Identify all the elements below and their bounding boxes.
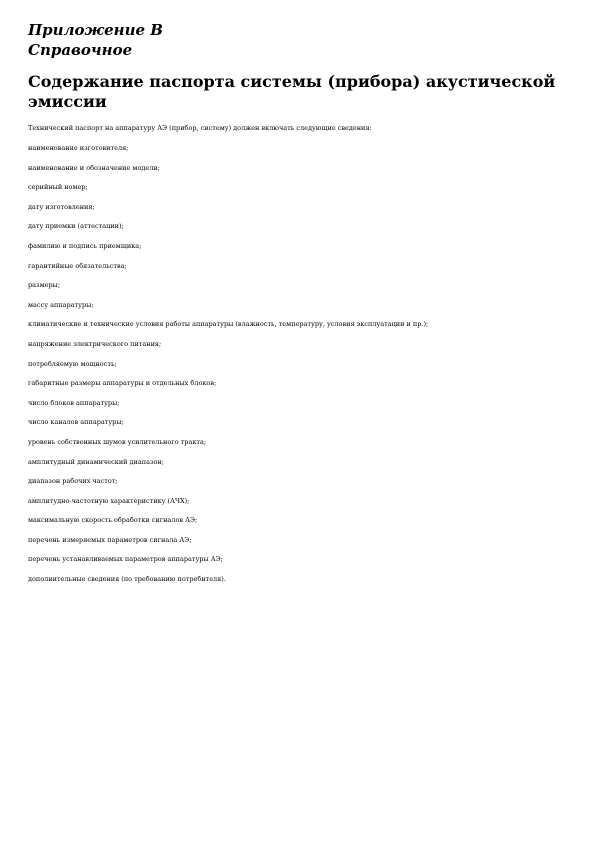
passport-items-list xyxy=(28,144,568,584)
list-item: наименование и обозначение модели; xyxy=(28,163,160,172)
list-item: гарантийные обязательства; xyxy=(28,261,127,270)
list-item: число каналов аппаратуры; xyxy=(28,418,124,427)
list-item: климатические и технические условия работы аппаратуры (влажность, температуру, условия эксплуатации и пр.); xyxy=(28,320,429,329)
document-page xyxy=(28,20,568,595)
list-item: число блоков аппаратуры; xyxy=(28,398,120,407)
list-item: амплитудный динамический диапазон; xyxy=(28,457,164,466)
appendix-label-line2: Справочное xyxy=(28,41,133,59)
list-item: габаритные размеры аппаратуры и отдельных блоков; xyxy=(28,379,217,388)
list-item: размеры; xyxy=(28,281,61,290)
list-item: наименование изготовителя; xyxy=(28,144,129,152)
list-item: диапазон рабочих частот; xyxy=(28,477,118,486)
section-title-line1: Содержание паспорта системы (прибора) акустической xyxy=(28,72,556,91)
list-item: дополнительные сведения (по требованию потребителя). xyxy=(28,575,226,584)
section-title-line2: эмиссии xyxy=(28,92,107,111)
section-title xyxy=(28,72,568,112)
list-item: перечень устанавливаемых параметров аппаратуры АЭ; xyxy=(28,555,223,564)
list-item: массу аппаратуры; xyxy=(28,300,94,309)
list-item: напряжение электрического питания; xyxy=(28,339,162,348)
intro-paragraph: Технический паспорт на аппаратуру АЭ (прибор, систему) должен включать следующие сведения: xyxy=(28,124,372,132)
list-item: максимальную скорость обработки сигналов АЭ; xyxy=(28,516,198,525)
list-item: потребляемую мощность; xyxy=(28,359,117,368)
list-item: перечень измеряемых параметров сигнала АЭ; xyxy=(28,535,192,544)
appendix-label-line1: Приложение В xyxy=(28,21,163,39)
list-item: фамилию и подпись приемщика; xyxy=(28,241,142,250)
list-item: дату изготовления; xyxy=(28,202,95,211)
list-item: дату приемки (аттестации); xyxy=(28,222,124,231)
list-item: уровень собственных шумов усилительного тракта; xyxy=(28,437,207,446)
list-item: серийный номер; xyxy=(28,183,88,192)
list-item: амплитудно-частотную характеристику (АЧХ); xyxy=(28,496,190,505)
appendix-label xyxy=(28,20,568,60)
